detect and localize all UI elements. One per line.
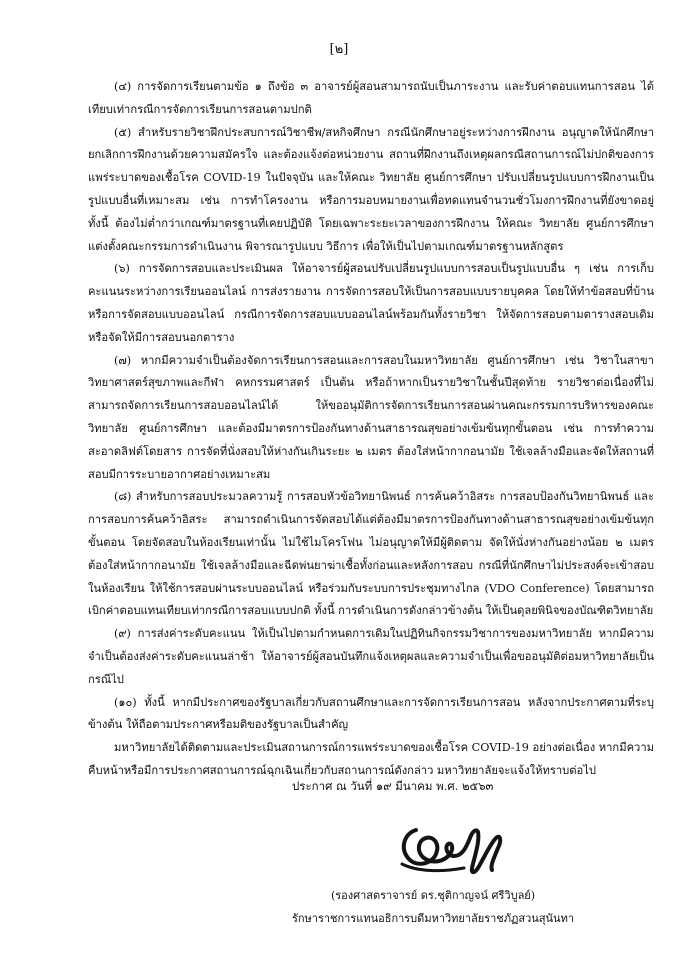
paragraph-item-5: (๕) สำหรับรายวิชาฝึกประสบการณ์วิชาชีพ/สหกิจศึกษา กรณีนักศึกษาอยู่ระหว่างการฝึกงาน อนุญาตให้นักศึกษายกเลิกการฝึกงานด้วยความสมัครใจ และต้องแจ้งต่อหน่วยงาน สถานที่ฝึกงานถึงเหตุผลกรณีสถานการณ์ไม่ปกติของการแพร่ระบาดของเชื้อโรค COVID-19 ในปัจจุบัน และให้คณะ วิทยาลัย ศูนย์การศึกษา ปรับเปลี่ยนรูปแบบการฝึกงานเป็นรูปแบบอื่นที่เหมาะสม เช่น การทำโครงงาน หรือการมอบหมายงานเพื่อทดแทนจำนวนชั่วโมงการฝึกงานที่ยังขาดอยู่ ทั้งนี้ ต้องไม่ต่ำกว่าเกณฑ์มาตรฐานที่เคยปฏิบัติ โดยเฉพาะระยะเวลาของการฝึกงาน ให้คณะ วิทยาลัย ศูนย์การศึกษาแต่งตั้งคณะกรรมการดำเนินงาน พิจารณารูปแบบ วิธีการ เพื่อให้เป็นไปตามเกณฑ์มาตรฐานหลักสูตร	[88, 125, 654, 253]
paragraph-item-7: (๗) หากมีความจำเป็นต้องจัดการเรียนการสอนและการสอบในมหาวิทยาลัย ศูนย์การศึกษา เช่น วิชาในสาขาวิทยาศาสตร์สุขภาพและกีฬา คหกรรมศาสตร์ เป็นต้น หรือถ้าหากเป็นรายวิชาในชั้นปีสุดท้าย รายวิชาต่อเนื่องที่ไม่สามารถจัดการเรียนการสอบออนไลน์ได้ ให้ขออนุมัติการจัดการเรียนการสอนผ่านคณะกรรมการบริหารของคณะ วิทยาลัย ศูนย์การศึกษา และต้องมีมาตรการป้องกันทางด้านสาธารณสุขอย่างเข้มข้นทุกขั้นตอน เช่น การทำความสะอาดลิฟต์โดยสาร การจัดที่นั่งสอบให้ห่างกันเกินระยะ ๒ เมตร ต้องใส่หน้ากากอนามัย ใช้เจลล้างมือและจัดให้สถานที่สอบมีการระบายอากาศอย่างเหมาะสม	[88, 353, 654, 481]
page-number: [๒]	[329, 42, 349, 57]
paragraph-item-9: (๙) การส่งค่าระดับคะแนน ให้เป็นไปตามกำหนดการเดิมในปฏิทินกิจกรรมวิชาการของมหาวิทยาลัย หากมีความจำเป็นต้องส่งค่าระดับคะแนนล่าช้า ให้อาจารย์ผู้สอนบันทึกแจ้งเหตุผลและความจำเป็นเพื่อขออนุมัติต่อมหาวิทยาลัยเป็นกรณีไป	[88, 627, 654, 686]
paragraph-item-6: (๖) การจัดการสอบและประเมินผล ให้อาจารย์ผู้สอนปรับเปลี่ยนรูปแบบการสอบเป็นรูปแบบอื่น ๆ เช่น การเก็บคะแนนระหว่างการเรียนออนไลน์ การส่งรายงาน การจัดการสอบให้เป็นการสอบแบบรายบุคคล โดยให้ทำข้อสอบที่บ้าน หรือการจัดสอบแบบออนไลน์ กรณีการจัดการสอบแบบออนไลน์พร้อมกันทั้งรายวิชา ให้จัดการสอบตามตารางสอบเดิมหรือจัดให้มีการสอบนอกตาราง	[88, 262, 654, 344]
paragraph-item-8: (๘) สำหรับการสอบประมวลความรู้ การสอบหัวข้อวิทยานิพนธ์ การค้นคว้าอิสระ การสอบป้องกันวิทยานิพนธ์ และการสอบการค้นคว้าอิสระ สามารถดำเนินการจัดสอบได้แต่ต้องมีมาตรการป้องกันทางด้านสาธารณสุขอย่างเข้มข้นทุกขั้นตอน โดยจัดสอบในห้องเรียนเท่านั้น ไม่ใช้ไมโครโฟน ไม่อนุญาตให้มีผู้ติดตาม จัดให้นั่งห่างกันอย่างน้อย ๒ เมตร ต้องใส่หน้ากากอนามัย ใช้เจลล้างมือและฉีดพ่นยาฆ่าเชื้อทั้งก่อนและหลังการสอบ กรณีที่นักศึกษาไม่ประสงค์จะเข้าสอบในห้องเรียน ให้ใช้การสอบผ่านระบบออนไลน์ หรือร่วมกับระบบการประชุมทางไกล (VDO Conference) โดยสามารถเบิกค่าตอบแทนเทียบเท่ากรณีการสอบแบบปกติ ทั้งนี้ การดำเนินการดังกล่าวข้างต้น ให้เป็นดุลยพินิจของบัณฑิตวิทยาลัย	[88, 490, 654, 618]
announcement-body	[88, 76, 654, 783]
signer-name: (รองศาสตราจารย์ ดร.ชุติกาญจน์ ศรีวิบูลย์)	[330, 889, 536, 902]
announcement-date: ประกาศ ณ วันที่ ๑๙ มีนาคม พ.ศ. ๒๕๖๓	[292, 779, 494, 793]
paragraph-item-4: (๔) การจัดการเรียนตามข้อ ๑ ถึงข้อ ๓ อาจารย์ผู้สอนสามารถนับเป็นภาระงาน และรับค่าตอบแทนการสอน ได้เทียบเท่ากรณีการจัดการเรียนการสอนตามปกติ	[88, 80, 654, 116]
handwritten-signature	[394, 818, 514, 880]
closing-paragraph: มหาวิทยาลัยได้ติดตามและประเมินสถานการณ์การแพร่ระบาดของเชื้อโรค COVID-19 อย่างต่อเนื่อง หากมีความคืบหน้าหรือมีการประกาศสถานการณ์ฉุกเฉินเกี่ยวกับสถานการณ์ดังกล่าว มหาวิทยาลัยจะแจ้งให้ทราบต่อไป	[88, 741, 654, 777]
signer-title: รักษาราชการแทนอธิการบดีมหาวิทยาลัยราชภัฏสวนสุนันทา	[291, 912, 575, 925]
paragraph-item-10: (๑๐) ทั้งนี้ หากมีประกาศของรัฐบาลเกี่ยวกับสถานศึกษาและการจัดการเรียนการสอน หลังจากประกาศตามที่ระบุข้างต้น ให้ถือตามประกาศหรือมติของรัฐบาลเป็นสำคัญ	[88, 695, 654, 732]
